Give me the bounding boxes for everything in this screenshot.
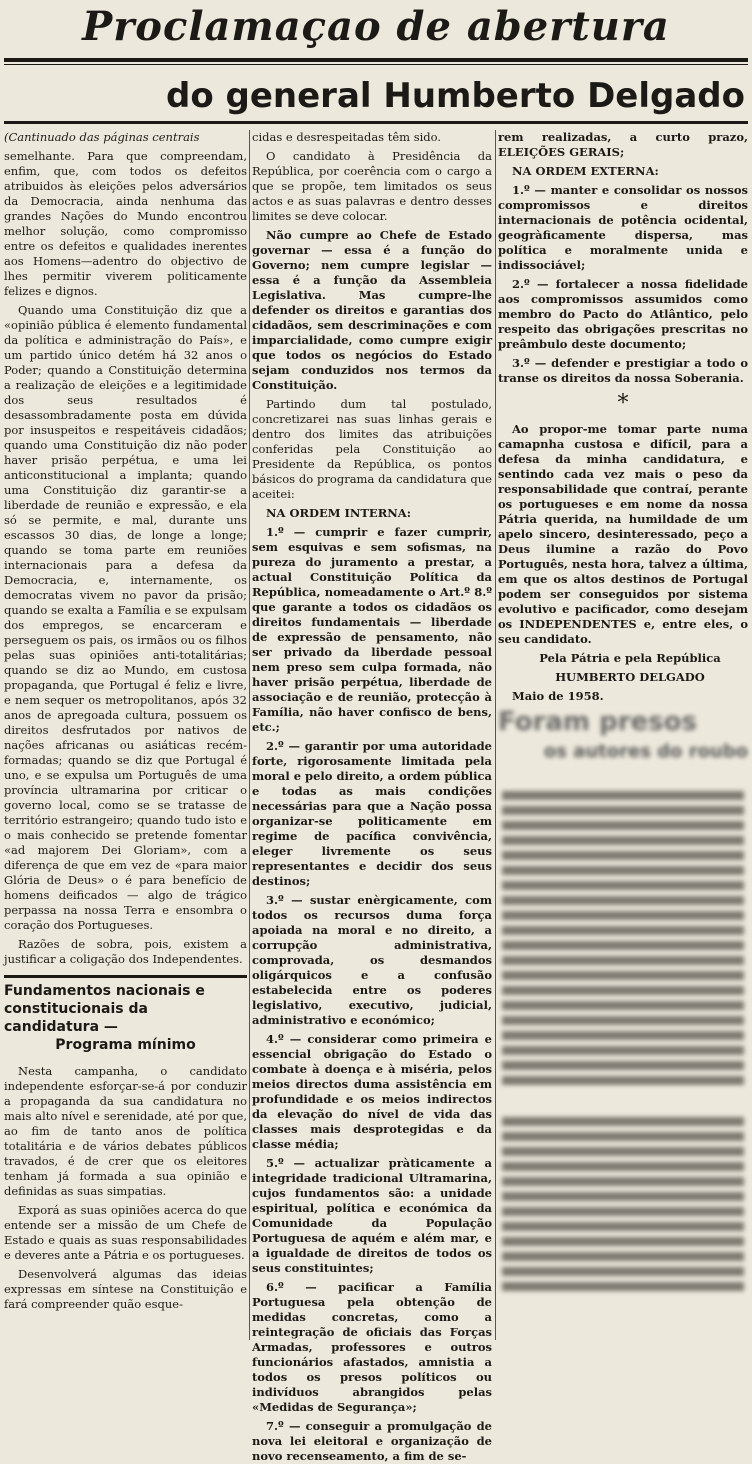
program-item: 1.º — cumprir e fazer cumprir, sem esquivas e sem sofismas, na pureza do juramento a prestar, a actual Constituição Política da República, nomeadamente o Art.º 8.º que garante a todos os cidadãos os direitos fundamentais — liberdade de expressão de pensamento, não ser privado da liberdade pessoal nem preso sem culpa formada, não haver prisão perpétua, liberdade de associação e de reunião, protecção à Família, não haver confisco de bens, etc.; — [252, 525, 492, 734]
program-item: 4.º — considerar como primeira e essencial obrigação do Estado o combate à doença e à miséria, pelos meios directos duma assistência em profundidade e os meios indirectos da elevação do nível de vida das classes mais desprotegidas e da classe média; — [252, 1032, 492, 1151]
external-order-heading: NA ORDEM EXTERNA: — [512, 164, 659, 178]
section-heading — [4, 975, 247, 1054]
paragraph: Nesta campanha, o candidato independente esforçar-se-á por conduzir a propaganda da sua candidatura no mais alto nível e serenidade, até por que, ao fim de tanto anos de política totalitária e de vários debates públicos travados, é de crer que os eleitores tenham já formada a sua opinião e definidas as suas simpatias. — [4, 1064, 247, 1198]
headline: Proclamaçao de abertura — [82, 3, 670, 50]
subheadline: do general Humberto Delgado — [165, 76, 745, 116]
section-heading-line: Programa mínimo — [55, 1037, 196, 1053]
article-column-1 — [4, 130, 247, 1340]
headline-rule — [4, 58, 748, 62]
program-item: 3.º — sustar enèrgicamente, com todos os recursos duma força apoiada na moral e no direito, a corrupção administrativa, comprovada, os desmandos oligárquicos e a confusão estabelecida entre os poderes legislativo, executivo, judicial, administrativo e económico; — [252, 893, 492, 1027]
paragraph: Quando uma Constituição diz que a «opinião pública é elemento fundamental da política e administração do País», e um partido único detém há 32 anos o Poder; quando a Constituição determina a realização de eleições e a legitimidade dos seus resultados é desassombradamente posta em dúvida por insuspeitos e respeitáveis cidadãos; quando uma Constituição diz não poder haver prisão perpétua, e uma lei anticonstitucional a implanta; quando uma Constituição diz garantir-se a liberdade de reunião e expressão, e ela só se permite, e mal, durante uns escassos 30 dias, de longe a longe; quando se toma parte em reuniões internacionais para a defesa da Democracia, e, internamente, os democratas vivem no pavor da prisão; quando se exalta a Família e se expulsam dos empregos, se encarceram e perseguem os pais, os irmãos ou os filhos pelas suas opiniões anti-totalitárias; quando se diz ao Mundo, em custosa propaganda, que Portugal é feliz e livre, e nem sequer os metropolitanos, após 32 anos de apregoada cultura, possuem os direitos desfrutados por nativos de nações africanas ou asiáticas recém-formadas; quando se diz que Portugal é uno, e se expulsa um Português de uma província ultramarina por criticar o governo local, como se se tratasse de território estrangeiro; quando tudo isto e o mais conhecido se pretende fomentar «ad majorem Dei Gloriam», com a diferença de que em vez de «para maior Glória de Deus» o é para benefício de homens deificados — algo de trágico perpassa na nossa Terra e ensombra o coração dos Portugueses. — [4, 303, 247, 932]
paragraph: cidas e desrespeitadas têm sido. — [252, 130, 442, 144]
article-column-2 — [252, 130, 492, 1463]
star-separator-icon: * — [617, 391, 629, 416]
blurred-subheadline: os autores do roubo — [543, 741, 748, 762]
paragraph: Não cumpre ao Chefe de Estado governar — essa é a função do Governo; nem cumpre legislar — essa é a função da Assembleia Legislativa. Mas cumpre-lhe defender os direitos e garantias dos cidadãos, sem descriminações e com imparcialidade, como cumpre exigir que todos os negócios do Estado sejam conduzidos nos termos da Constituição. — [252, 228, 492, 392]
section-heading-line: Fundamentos nacionais e constitucionais da candidatura — — [4, 983, 205, 1035]
paragraph: O candidato à Presidência da República, por coerência com o cargo a que se propõe, tem limitados os seus actos e as suas palavras e dentro desses limites se deve colocar. — [252, 149, 492, 223]
paragraph: Exporá as suas opiniões acerca do que entende ser a missão de um Chefe de Estado e quais as suas responsabilidades e deveres ante a Pátria e os portugueses. — [4, 1203, 247, 1262]
headline-rule-thin — [4, 64, 748, 65]
program-item: 1.º — manter e consolidar os nossos compromissos e direitos internacionais de potência ocidental, geogràficamente dispersa, mas política e moralmente unida e indissociável; — [498, 183, 748, 272]
article-date: Maio de 1958. — [512, 689, 604, 703]
subheadline-rule — [4, 121, 748, 124]
paragraph: Desenvolverá algumas das ideias expressas em síntese na Constituição e fará compreender quão esque- — [4, 1267, 247, 1311]
program-item: 7.º — conseguir a promulgação de nova lei eleitoral e organização de novo recenseamento, a fim de se- — [252, 1419, 492, 1463]
program-item: 2.º — fortalecer a nossa fidelidade aos compromissos assumidos como membro do Pacto do Atlântico, pelo respeito das obrigações prescritas no preâmbulo deste documento; — [498, 277, 748, 351]
column-divider — [495, 130, 496, 1340]
paragraph: semelhante. Para que compreendam, enfim, que, com todos os defeitos atribuidos às eleições pelos adversários da Democracia, ainda nenhuma das grandes Nações do Mundo encontrou melhor solução, como compromisso entre os defeitos e qualidades inerentes aos Homens—adentro do objectivo de lhes permitir viverem politicamente felizes e dignos. — [4, 149, 247, 298]
blurred-adjacent-article — [498, 705, 748, 1340]
program-item: 2.º — garantir por uma autoridade forte, rigorosamente limitada pela moral e pelo direito, a ordem pública e todas as mais condições necessárias para que a Nação possa organizar-se politicamente em regime de pacífica convivência, eleger livremente os seus representantes e decidir dos seus destinos; — [252, 739, 492, 888]
paragraph: rem realizadas, a curto prazo, ELEIÇÕES GERAIS; — [498, 130, 748, 159]
article-column-3 — [498, 130, 748, 703]
paragraph: Razões de sobra, pois, existem a justificar a coligação dos Independentes. — [4, 937, 247, 966]
closing-paragraph: Ao propor-me tomar parte numa camapnha custosa e difícil, para a defesa da minha candidatura, e sentindo cada vez mais o peso da responsabilidade que contraí, perante os portugueses e em nome da nossa Pátria querida, na humildade de um apelo sincero, desinteressado, peço a Deus ilumine a razão do Povo Português, nesta hora, talvez a última, em que os altos destinos de Portugal podem ser conseguidos por sistema evolutivo e pacificador, como desejam os INDEPENDENTES e, entre eles, o seu candidato. — [498, 422, 748, 646]
signature-name: HUMBERTO DELGADO — [555, 670, 705, 684]
program-item: 3.º — defender e prestigiar a todo o transe os direitos da nossa Soberania. — [498, 356, 748, 385]
internal-order-heading: NA ORDEM INTERNA: — [266, 506, 411, 520]
program-item: 5.º — actualizar pràticamente a integridade tradicional Ultramarina, cujos fundamentos são: a unidade espiritual, política e económica da Comunidade da População Portuguesa de aquém e além mar, e a igualdade de direitos de todos os seus constituintes; — [252, 1156, 492, 1275]
column-divider — [249, 130, 250, 1340]
program-item: 6.º — pacificar a Família Portuguesa pela obtenção de medidas concretas, como a reintegração de oficiais das Forças Armadas, professores e outros funcionários afastados, amnistia a todos os presos políticos ou indivíduos abrangidos pelas «Medidas de Segurança»; — [252, 1280, 492, 1414]
signature-line: Pela Pátria e pela República — [539, 651, 721, 665]
paragraph: Partindo dum tal postulado, concretizarei nas suas linhas gerais e dentro dos limites das atribuições conferidas pela Constituição ao Presidente da República, os pontos básicos do programa da candidatura que aceitei: — [252, 397, 492, 501]
continuation-note: (Cantinuado das páginas centrais — [4, 130, 200, 144]
blurred-headline: Foram presos — [498, 707, 697, 737]
